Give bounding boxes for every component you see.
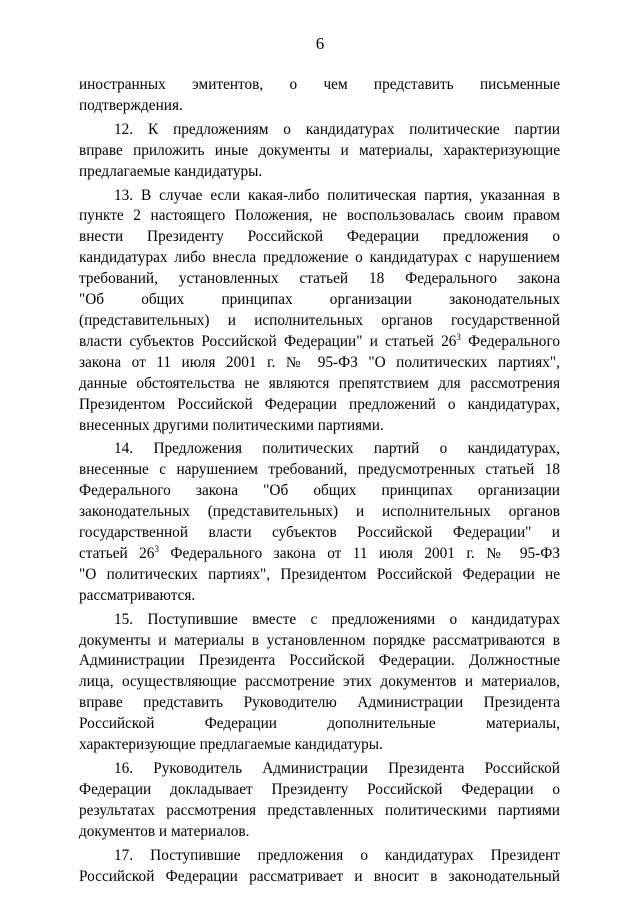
text-line: документов и материалов. [79, 822, 250, 840]
superscript: 3 [456, 331, 461, 342]
text-fragment: Федерального закона от 11 июля 2001 г. № 95-ФЗ [158, 544, 560, 562]
text-line: законодательных (представительных) и исполнительных органов [79, 503, 560, 521]
text-line: данные обстоятельства не являются препятствием для рассмотрения [79, 374, 560, 392]
text-line: требований, установленных статьей 18 Федерального закона [79, 270, 560, 288]
text-line: Администрации Президента Российской Федерации. Должностные [79, 652, 560, 670]
text-line: (представительных) и исполнительных органов государственной [79, 311, 560, 329]
document-body [79, 75, 560, 890]
text-line: внести Президенту Российской Федерации предложения о [79, 228, 560, 246]
page-number: 6 [315, 34, 325, 53]
paragraph-17 [79, 846, 560, 888]
text-fragment: статьей 26 [79, 544, 155, 562]
paragraph-14 [79, 439, 560, 606]
text-line-with-superscript [79, 544, 560, 565]
text-line: внесенные с нарушением требований, предусмотренных статьей 18 [79, 461, 560, 479]
paragraph-15 [79, 610, 560, 756]
paragraph-12 [79, 120, 560, 183]
text-line: характеризующие предлагаемые кандидатуры. [79, 736, 383, 754]
text-fragment: власти субъектов Российской Федерации" и статьей 26 [79, 332, 457, 350]
text-line: 12. К предложениям о кандидатурах политические партии [114, 120, 560, 138]
text-line-with-superscript [79, 332, 560, 353]
text-line: внесенных другими политическими партиями. [79, 416, 384, 434]
text-line: закона от 11 июля 2001 г. № 95-ФЗ "О политических партиях", [79, 353, 560, 371]
text-fragment: Федерального [460, 332, 560, 350]
paragraph-13 [79, 186, 560, 437]
text-line: результатах рассмотрения представленных политическими партиями [79, 801, 560, 819]
text-line: кандидатурах либо внесла предложение о кандидатурах с нарушением [79, 249, 560, 267]
text-line: 13. В случае если какая-либо политическая партия, указанная в [114, 186, 560, 204]
text-line: "О политических партиях", Президентом Российской Федерации не [79, 565, 560, 583]
text-line: лица, осуществляющие рассмотрение этих документов и материалов, [79, 673, 560, 691]
text-line: Российской Федерации рассматривает и вносит в законодательный [79, 867, 560, 885]
text-line: 17. Поступившие предложения о кандидатурах Президент [114, 846, 560, 864]
text-line: иностранных эмитентов, о чем представить письменные [79, 76, 560, 93]
text-line: документы и материалы в установленном порядке рассматриваются в [79, 631, 560, 649]
text-line: Федерального закона "Об общих принципах организации [79, 482, 560, 500]
text-line: пункте 2 настоящего Положения, не воспользовалась своим правом [79, 207, 560, 225]
paragraph-continuation [79, 75, 560, 117]
text-line: предлагаемые кандидатуры. [79, 162, 263, 180]
superscript: 3 [154, 543, 159, 554]
text-line: Федерации докладывает Президенту Российской Федерации о [79, 780, 560, 798]
text-line: 14. Предложения политических партий о кандидатурах, [114, 440, 560, 458]
text-line: государственной власти субъектов Российской Федерации" и [79, 524, 560, 542]
text-line: вправе приложить иные документы и материалы, характеризующие [79, 141, 560, 159]
paragraph-16 [79, 759, 560, 843]
text-line: 15. Поступившие вместе с предложениями о кандидатурах [114, 610, 560, 628]
text-line: рассматриваются. [79, 586, 196, 604]
text-line: Президентом Российской Федерации предложений о кандидатурах, [79, 395, 560, 413]
text-line: Российской Федерации дополнительные материалы, [79, 715, 560, 733]
text-line: 16. Руководитель Администрации Президента Российской [114, 760, 560, 777]
text-line: "Об общих принципах организации законодательных [79, 291, 560, 309]
text-line: вправе представить Руководителю Администрации Президента [79, 694, 560, 712]
text-line: подтверждения. [79, 96, 183, 114]
